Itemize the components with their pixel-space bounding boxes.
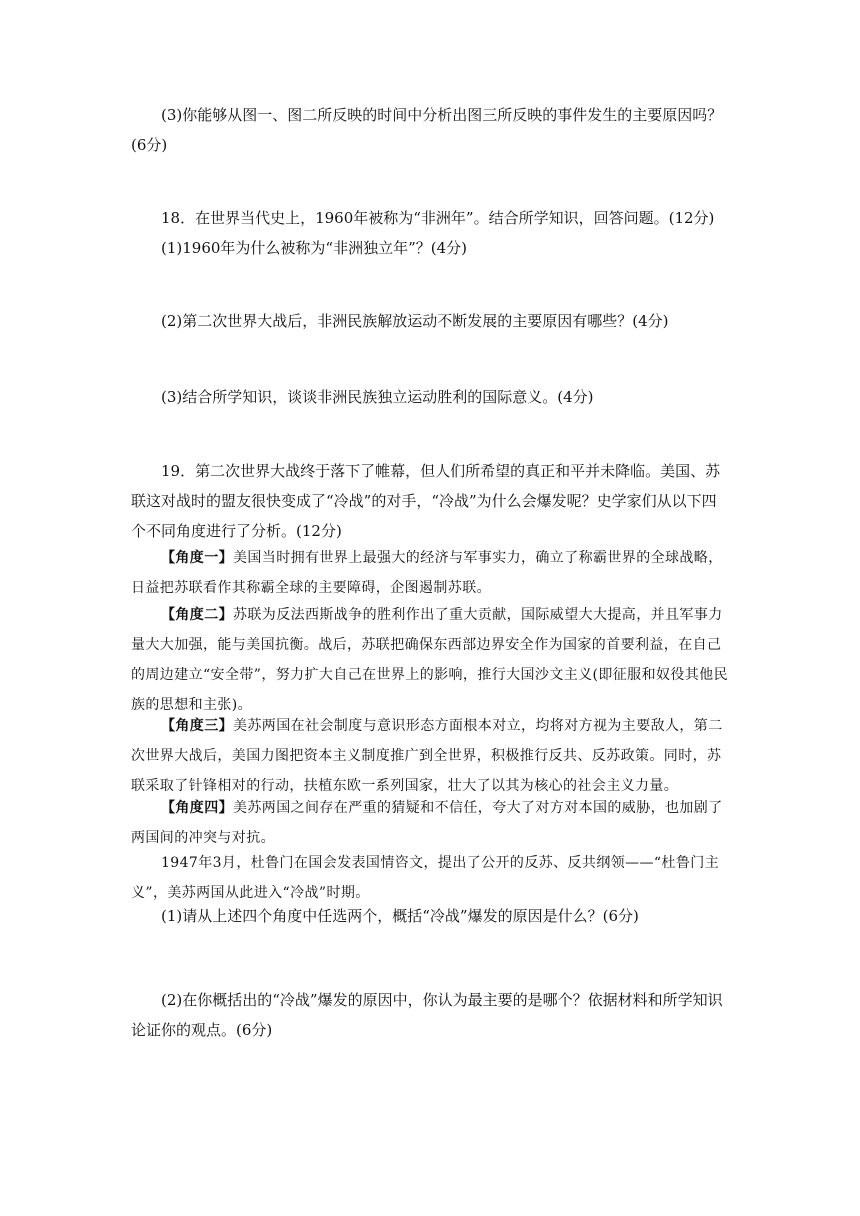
angle-text: 美苏两国之间存在严重的猜疑和不信任，夸大了对方对本国的威胁，也加剧了两国间的冲突与对抗。 [131,800,723,846]
angle-tag: 【角度三】 [161,718,233,734]
q17-part3: (3)你能够从图一、图二所反映的时间中分析出图三所反映的事件发生的主要原因吗？(6分) [131,106,723,154]
q19-angle-3 [131,711,731,801]
q18-stem: 18．在世界当代史上，1960年被称为“非洲年”。结合所学知识，回答问题。(12分) [161,209,715,227]
q19-event: 1947年3月，杜鲁门在国会发表国情咨文，提出了公开的反苏、反共纲领——“杜鲁门主义”，美苏两国从此进入“冷战”时期。 [131,855,720,901]
q19-angle-1 [131,543,731,603]
angle-tag: 【角度四】 [161,800,233,816]
q18-part3: (3)结合所学知识，谈谈非洲民族独立运动胜利的国际意义。(4分) [161,388,594,406]
q19-part2: (2)在你概括出的“冷战”爆发的原因中，你认为最主要的是哪个？依据材料和所学知识论证你的观点。(6分) [131,991,723,1039]
q19-angle-4 [131,793,731,853]
q19-stem: 19．第二次世界大战终于落下了帷幕，但人们所希望的真正和平并未降临。美国、苏联这对战时的盟友很快变成了“冷战”的对手，“冷战”为什么会爆发呢？史学家们从以下四个不同角度进行了分析。(12分) [131,462,721,540]
angle-text: 美苏两国在社会制度与意识形态方面根本对立，均将对方视为主要敌人，第二次世界大战后，美国力图把资本主义制度推广到全世界，积极推行反共、反苏政策。同时，苏联采取了针锋相对的行动，扶植东欧一系列国家，壮大了以其为核心的社会主义力量。 [131,718,723,794]
q18-part2: (2)第二次世界大战后，非洲民族解放运动不断发展的主要原因有哪些？(4分) [161,312,669,330]
q19-part1: (1)请从上述四个角度中任选两个，概括“冷战”爆发的原因是什么？(6分) [161,907,639,925]
angle-text: 苏联为反法西斯战争的胜利作出了重大贡献，国际威望大大提高，并且军事力量大大加强，能与美国抗衡。战后，苏联把确保东西部边界安全作为国家的首要利益，在自己的周边建立“安全带”，努力扩大自己在世界上的影响，推行大国沙文主义(即征服和奴役其他民族的思想和主张)。 [131,607,728,713]
q18-part1: (1)1960年为什么被称为“非洲独立年”？(4分) [161,239,468,257]
angle-text: 美国当时拥有世界上最强大的经济与军事实力，确立了称霸世界的全球战略，日益把苏联看作其称霸全球的主要障碍，企图遏制苏联。 [131,550,723,596]
q19-angle-2 [131,600,731,720]
angle-tag: 【角度一】 [161,550,233,566]
angle-tag: 【角度二】 [161,607,233,623]
